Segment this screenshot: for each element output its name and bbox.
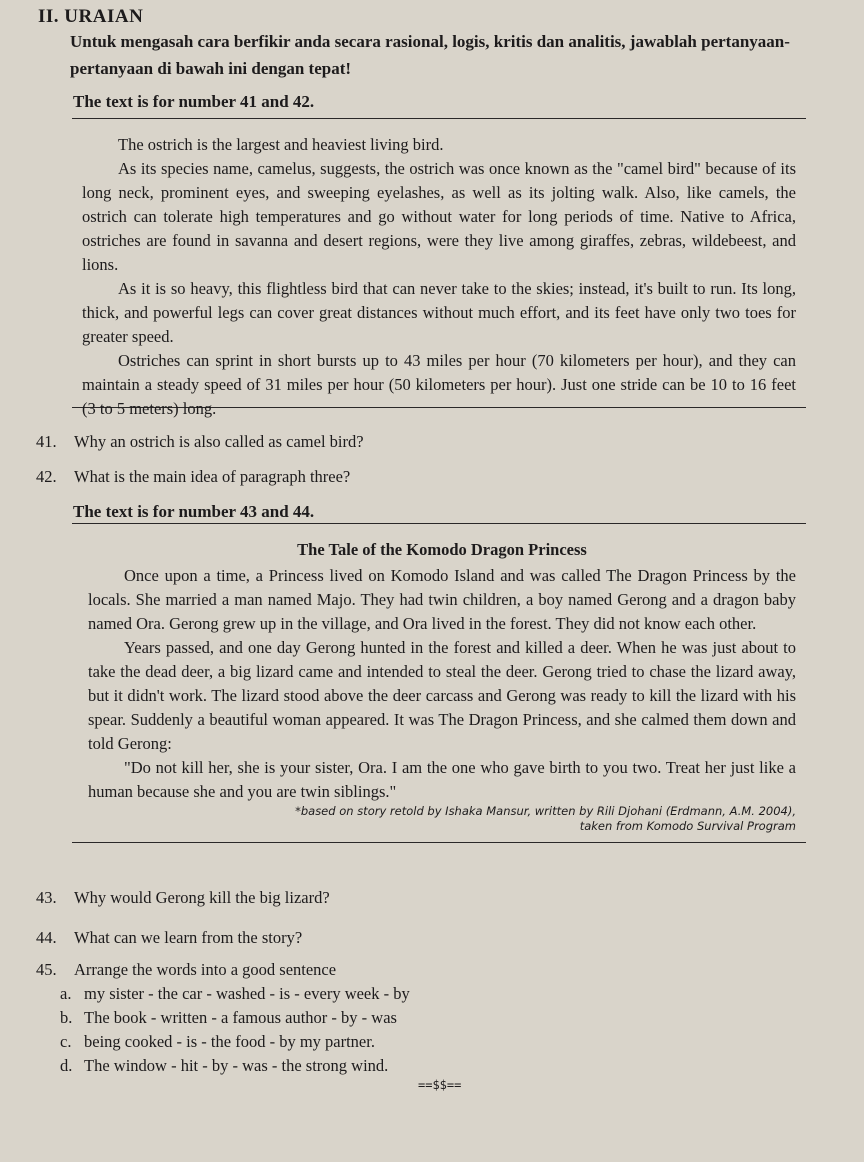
end-mark: ==$$== (418, 1078, 462, 1092)
option-d (60, 1056, 388, 1076)
question-text: Arrange the words into a good sentence (74, 960, 337, 979)
instruction-text: Untuk mengasah cara berfikir anda secara rasional, logis, kritis dan analitis, jawablah pertanyaan-pertanyaan di bawah ini dengan tepat! (70, 32, 790, 78)
text1-paragraph: As its species name, camelus, suggests, the ostrich was once known as the "camel bird" because of its long neck, prominent eyes, and sweeping eyelashes, as well as its jolting walk. Also, like camels, the ostrich can tolerate high temperatures and go without water for long periods of time. Native to Africa, ostriches are found in savanna and desert regions, were they live among giraffes, zebras, wildebeest, and lions. (82, 159, 796, 274)
question-number: 41. (36, 432, 57, 451)
question-number: 44. (36, 928, 57, 947)
question-42 (36, 467, 350, 487)
question-45 (36, 960, 336, 980)
question-number: 42. (36, 467, 57, 486)
question-text: What is the main idea of paragraph three? (74, 467, 351, 486)
question-number: 43. (36, 888, 57, 907)
story-title: The Tale of the Komodo Dragon Princess (297, 540, 587, 559)
text1-lead: The text is for number 41 and 42. (73, 92, 315, 111)
option-text: The book - written - a famous author - by - was (84, 1008, 397, 1027)
text1-paragraph: As it is so heavy, this flightless bird that can never take to the skies; instead, it's built to run. Its long, thick, and powerful legs can cover great distances without much effort, and its feet have only two toes for greater speed. (82, 279, 796, 346)
question-number: 45. (36, 960, 57, 979)
option-text: being cooked - is - the food - by my partner. (84, 1032, 375, 1051)
option-letter: a. (60, 984, 72, 1003)
question-43 (36, 888, 330, 908)
story-credit-source: taken from Komodo Survival Program (579, 819, 796, 833)
option-a (60, 984, 410, 1004)
text2-paragraph: "Do not kill her, she is your sister, Ora. I am the one who gave birth to you two. Treat her just like a human because she and you are twin siblings." (88, 758, 796, 801)
reading-box-ostrich (72, 118, 806, 418)
option-letter: c. (60, 1032, 72, 1051)
option-b (60, 1008, 397, 1028)
option-letter: d. (60, 1056, 73, 1075)
question-text: Why would Gerong kill the big lizard? (74, 888, 330, 907)
option-text: The window - hit - by - was - the strong wind. (84, 1056, 389, 1075)
option-text: my sister - the car - washed - is - every week - by (84, 984, 410, 1003)
section-heading: II. URAIAN (38, 6, 144, 27)
text1-paragraph: Ostriches can sprint in short bursts up to 43 miles per hour (70 kilometers per hour), and they can maintain a steady speed of 31 miles per hour (50 kilometers per hour). Just one stride can be 10 to 16 feet (3 to 5 meters) long. (82, 351, 796, 418)
question-text: Why an ostrich is also called as camel bird? (74, 432, 364, 451)
text2-paragraph: Once upon a time, a Princess lived on Komodo Island and was called The Dragon Princess by the locals. She married a man named Majo. They had twin children, a boy named Gerong and a dragon baby named Ora. Gerong grew up in the village, and Ora lived in the forest. They did not know each other. (88, 566, 796, 633)
text2-lead: The text is for number 43 and 44. (73, 502, 315, 521)
story-credit-line: *based on story retold by Ishaka Mansur, written by Rili Djohani (Erdmann, A.M. 2004), (295, 804, 796, 818)
text2-paragraph: Years passed, and one day Gerong hunted in the forest and killed a deer. When he was just about to take the dead deer, a big lizard came and intended to steal the deer. Gerong tried to chase the lizard away, but it didn't work. The lizard stood above the deer carcass and Gerong was ready to kill the lizard with his spear. Suddenly a beautiful woman appeared. It was The Dragon Princess, and she calmed them down and told Gerong: (88, 638, 796, 753)
reading-box-komodo (72, 523, 806, 843)
option-letter: b. (60, 1008, 73, 1027)
question-41 (36, 432, 364, 452)
question-text: What can we learn from the story? (74, 928, 303, 947)
question-44 (36, 928, 302, 948)
option-c (60, 1032, 375, 1052)
text1-paragraph: The ostrich is the largest and heaviest living bird. (118, 135, 444, 154)
